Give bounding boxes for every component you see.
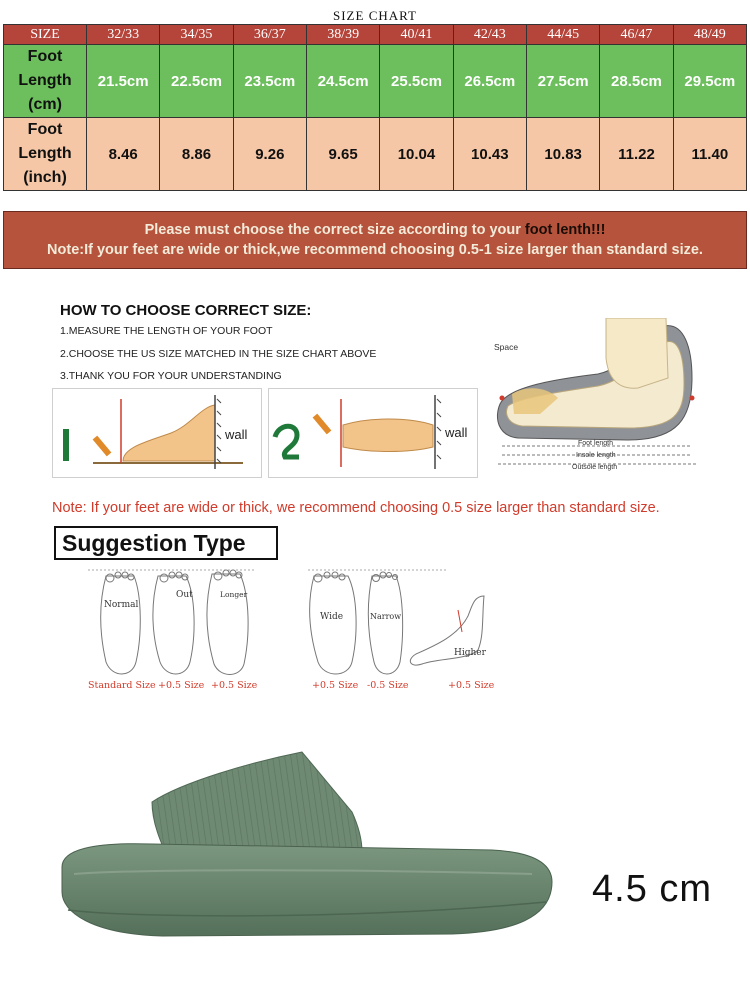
size-notice-banner	[3, 211, 747, 269]
size-cell: 48/49	[673, 25, 746, 45]
size-cell: 46/47	[600, 25, 673, 45]
size-cell: 42/43	[453, 25, 526, 45]
size-cell: 36/37	[233, 25, 306, 45]
out-size-caption: +0.5 Size	[158, 680, 205, 691]
insole-length-label: Insole length	[576, 452, 616, 459]
suggestion-type-title: Suggestion Type	[54, 526, 278, 560]
size-header-label: SIZE	[4, 25, 87, 45]
size-header-row	[4, 25, 747, 45]
size-cell: 34/35	[160, 25, 233, 45]
wide-feet-note: Note: If your feet are wide or thick, we recommend choosing 0.5 size larger than standard size.	[52, 500, 660, 516]
inch-cell: 11.40	[673, 118, 746, 191]
size-cell: 40/41	[380, 25, 453, 45]
cm-cell: 22.5cm	[160, 45, 233, 118]
size-cell: 44/45	[526, 25, 599, 45]
longer-size-caption: +0.5 Size	[211, 680, 258, 691]
inch-cell: 10.83	[526, 118, 599, 191]
cm-cell: 25.5cm	[380, 45, 453, 118]
cm-cell: 26.5cm	[453, 45, 526, 118]
cm-cell: 23.5cm	[233, 45, 306, 118]
cm-cell: 21.5cm	[87, 45, 160, 118]
how-to-step-3: 3.THANK YOU FOR YOUR UNDERSTANDING	[60, 370, 282, 382]
foot-length-cm-label: Foot Length (cm)	[4, 45, 87, 118]
out-foot-label: Out	[176, 590, 193, 600]
how-to-title: HOW TO CHOOSE CORRECT SIZE:	[60, 302, 312, 319]
how-to-step-1: 1.MEASURE THE LENGTH OF YOUR FOOT	[60, 325, 273, 337]
slide-sandal-product-image	[52, 742, 572, 947]
notice-highlight: foot lenth!!!	[524, 222, 606, 238]
size-cell: 38/39	[306, 25, 379, 45]
notice-line-1: Please must choose the correct size according to your foot lenth!!!	[144, 222, 606, 238]
inch-cell: 8.46	[87, 118, 160, 191]
normal-foot-label: Normal	[104, 600, 139, 610]
cm-cell: 29.5cm	[673, 45, 746, 118]
narrow-size-caption: -0.5 Size	[367, 680, 409, 691]
inch-cell: 11.22	[600, 118, 673, 191]
longer-foot-label: Longer	[220, 590, 248, 599]
foot-types-group-2	[308, 566, 528, 678]
wide-size-caption: +0.5 Size	[312, 680, 359, 691]
wall-label-2: wall	[445, 425, 468, 440]
wall-label-1: wall	[225, 427, 248, 442]
foot-types-group-1	[88, 566, 258, 678]
outsole-length-label: Outsole length	[572, 464, 618, 471]
foot-length-inch-row	[4, 118, 747, 191]
space-label: Space	[494, 342, 519, 352]
cm-cell: 24.5cm	[306, 45, 379, 118]
size-chart-table	[3, 24, 747, 191]
higher-foot-label: Higher	[454, 648, 486, 658]
inch-cell: 10.43	[453, 118, 526, 191]
narrow-foot-label: Narrow	[370, 612, 402, 621]
cm-cell: 27.5cm	[526, 45, 599, 118]
cm-cell: 28.5cm	[600, 45, 673, 118]
inch-cell: 10.04	[380, 118, 453, 191]
inch-cell: 8.86	[160, 118, 233, 191]
sole-height-label: 4.5 cm	[592, 868, 713, 910]
higher-size-caption: +0.5 Size	[448, 680, 495, 691]
measure-step-1-panel	[52, 388, 262, 478]
inch-cell: 9.65	[306, 118, 379, 191]
wide-foot-label: Wide	[320, 612, 344, 622]
inch-cell: 9.26	[233, 118, 306, 191]
how-to-step-2: 2.CHOOSE THE US SIZE MATCHED IN THE SIZE CHART ABOVE	[60, 348, 377, 360]
size-cell: 32/33	[87, 25, 160, 45]
foot-length-inch-label: Foot Length (inch)	[4, 118, 87, 191]
size-chart-title: SIZE CHART	[333, 8, 417, 23]
measure-step-2-panel	[268, 388, 478, 478]
notice-line-2: Note:If your feet are wide or thick,we recommend choosing 0.5-1 size larger than standard size.	[47, 242, 703, 258]
foot-length-cm-row	[4, 45, 747, 118]
foot-length-label: Foot length	[578, 440, 614, 447]
standard-size-caption: Standard Size	[88, 680, 156, 691]
